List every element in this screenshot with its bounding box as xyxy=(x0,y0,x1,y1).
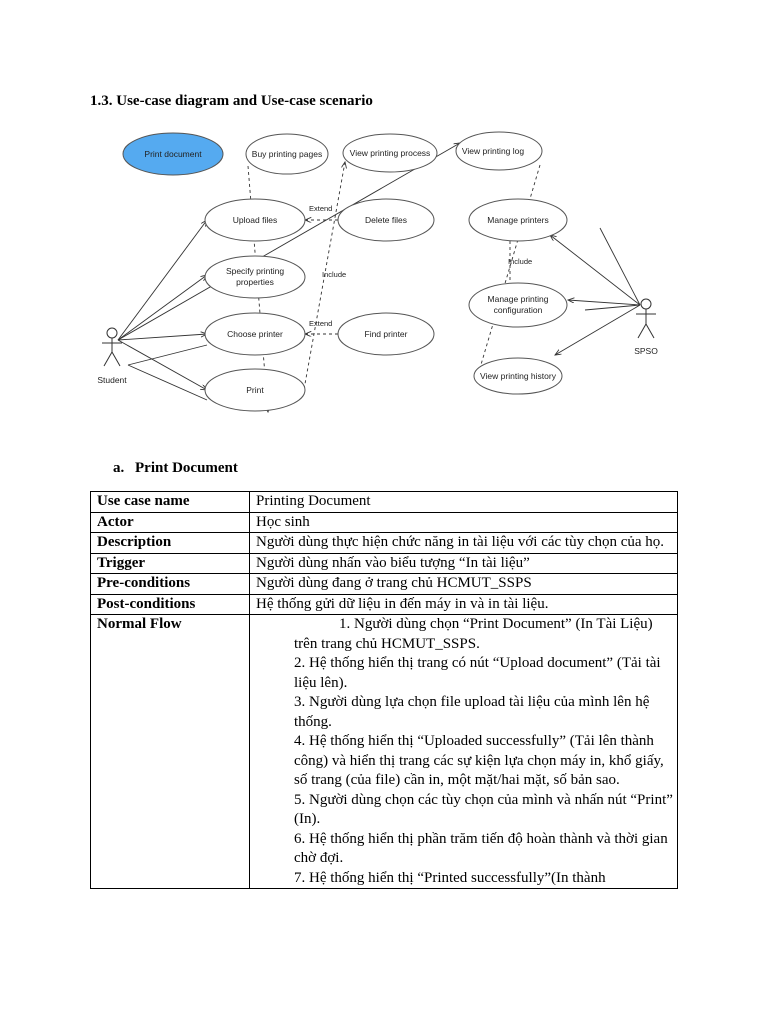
relation-extend-choose: Extend xyxy=(309,319,333,328)
flow-step: 7. Hệ thống hiển thị “Printed successfully”(In thành xyxy=(294,869,606,886)
label-print: Print xyxy=(246,385,264,395)
label-choose-printer: Choose printer xyxy=(227,329,283,339)
normal-flow-steps xyxy=(256,615,677,888)
subsection-number: a. xyxy=(113,460,125,476)
flow-step: 4. Hệ thống hiển thị “Uploaded successfully” (Tải lên thành công) và hiển thị trang các sự kiện lựa chọn máy in, khổ giấy, số trang (của file) cần in, một mặt/hai mặt, số bản sao. xyxy=(294,733,664,788)
row-key: Use case name xyxy=(91,492,250,513)
row-key: Actor xyxy=(91,512,250,533)
table-row xyxy=(91,615,678,889)
table-row xyxy=(91,512,678,533)
flow-step: 6. Hệ thống hiển thị phần trăm tiến độ hoàn thành và thời gian chờ đợi. xyxy=(294,830,668,866)
row-value: Người dùng nhấn vào biểu tượng “In tài liệu” xyxy=(250,553,678,574)
label-print-document: Print document xyxy=(144,149,202,159)
table-row xyxy=(91,492,678,513)
table-row xyxy=(91,594,678,615)
flow-step: 1. Người dùng chọn “Print Document” (In Tài Liệu) trên trang chủ HCMUT_SSPS. xyxy=(294,616,653,652)
table-row xyxy=(91,574,678,595)
student-actor-label: Student xyxy=(97,375,127,385)
relation-include-manage: Include xyxy=(508,257,533,266)
label-manage-config-1: Manage printing xyxy=(487,294,549,304)
row-key: Pre-conditions xyxy=(91,574,250,595)
normal-flow-cell xyxy=(250,615,678,889)
label-upload-files: Upload files xyxy=(232,215,278,225)
label-find-printer: Find printer xyxy=(364,329,408,339)
flow-step: 3. Người dùng lựa chọn file upload tài liệu của mình lên hệ thống. xyxy=(294,694,650,730)
label-view-history: View printing history xyxy=(480,371,556,381)
label-view-printing-process: View printing process xyxy=(349,148,431,158)
label-buy-printing-pages: Buy printing pages xyxy=(251,149,323,159)
subsection-title: Print Document xyxy=(135,460,238,476)
row-value: Người dùng thực hiện chức năng in tài liệu với các tùy chọn của họ. xyxy=(250,533,678,554)
row-key: Normal Flow xyxy=(91,615,250,889)
label-view-printing-log: View printing log xyxy=(461,146,525,156)
table-row xyxy=(91,553,678,574)
label-delete-files: Delete files xyxy=(364,215,408,225)
flow-step: 2. Hệ thống hiển thị trang có nút “Upload document” (Tải tài liệu lên). xyxy=(294,655,661,691)
use-case-table xyxy=(90,491,678,889)
row-key: Description xyxy=(91,533,250,554)
row-value: Học sinh xyxy=(250,512,678,533)
row-key: Trigger xyxy=(91,553,250,574)
relation-include-specify: Include xyxy=(322,270,347,279)
label-manage-printers: Manage printers xyxy=(487,215,549,225)
row-value: Hệ thống gửi dữ liệu in đến máy in và in tài liệu. xyxy=(250,594,678,615)
label-specify-properties-2: properties xyxy=(236,277,274,287)
table-row xyxy=(91,533,678,554)
student-actor-icon xyxy=(102,328,122,366)
label-manage-config-2: configuration xyxy=(493,305,543,315)
row-value: Người dùng đang ở trang chủ HCMUT_SSPS xyxy=(250,574,678,595)
row-key: Post-conditions xyxy=(91,594,250,615)
label-specify-properties-1: Specify printing xyxy=(225,266,285,276)
relation-extend-upload: Extend xyxy=(309,204,333,213)
use-case-diagram xyxy=(0,0,768,440)
section-heading: 1.3. Use-case diagram and Use-case scenario xyxy=(90,93,373,109)
row-value: Printing Document xyxy=(250,492,678,513)
spso-actor-label: SPSO xyxy=(634,346,658,356)
subsection-heading xyxy=(113,460,238,477)
flow-step: 5. Người dùng chọn các tùy chọn của mình và nhấn nút “Print” (In). xyxy=(294,791,673,827)
